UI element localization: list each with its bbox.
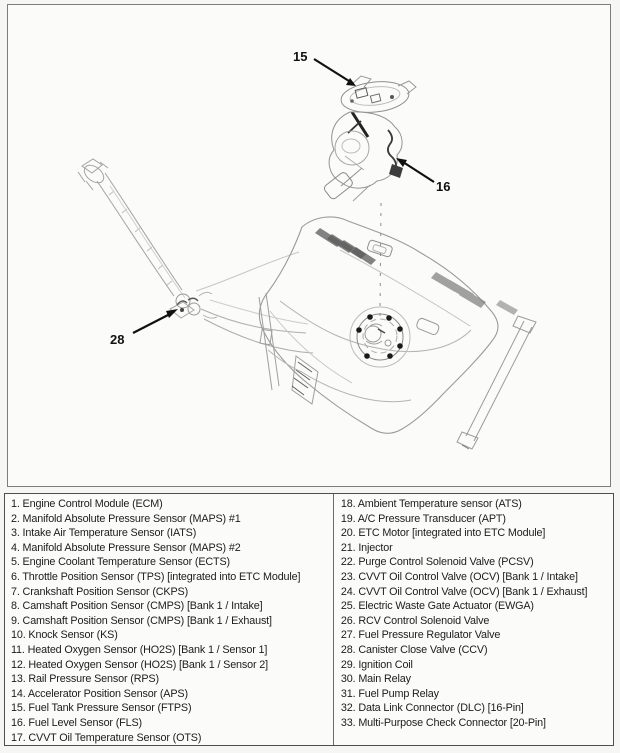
legend-item: 25. Electric Waste Gate Actuator (EWGA) [340, 600, 534, 613]
legend-item: 33. Multi-Purpose Check Connector [20-Pin] [340, 716, 546, 729]
callout-15-number: 15 [293, 49, 308, 64]
legend-item: 15. Fuel Tank Pressure Sensor (FTPS) [11, 702, 192, 715]
callout-28 [110, 309, 178, 347]
legend-item: 11. Heated Oxygen Sensor (HO2S) [Bank 1 / Sensor 1] [11, 643, 268, 656]
tank-strap-drawing [457, 316, 536, 449]
callout-15-leader [314, 59, 349, 81]
legend-item: 29. Ignition Coil [340, 658, 413, 671]
fuel-pump-module-drawing [323, 76, 416, 201]
legend-item: 8. Camshaft Position Sensor (CMPS) [Bank 1 / Intake] [11, 600, 263, 613]
legend-item: 24. CVVT Oil Control Valve (OCV) [Bank 1 / Exhaust] [340, 585, 588, 598]
callout-16-arrowhead [396, 158, 407, 167]
legend-item: 20. ETC Motor [integrated into ETC Module] [340, 527, 546, 540]
legend-item: 6. Throttle Position Sensor (TPS) [integrated into ETC Module] [11, 570, 301, 583]
legend-item: 12. Heated Oxygen Sensor (HO2S) [Bank 1 / Sensor 2] [11, 658, 269, 671]
legend-item: 23. CVVT Oil Control Valve (OCV) [Bank 1 / Intake] [340, 570, 578, 583]
pump-mounting-ring-drawing [350, 307, 410, 367]
legend-item: 18. Ambient Temperature sensor (ATS) [340, 498, 522, 510]
callout-28-number: 28 [110, 332, 125, 347]
legend-item: 16. Fuel Level Sensor (FLS) [11, 716, 142, 729]
component-legend-table [4, 493, 614, 746]
alignment-dashed-line [380, 203, 381, 316]
legend-item: 27. Fuel Pressure Regulator Valve [340, 629, 501, 642]
callout-16-leader [403, 162, 434, 182]
callout-28-leader [133, 314, 170, 333]
legend-item: 30. Main Relay [340, 673, 411, 686]
legend-item: 3. Intake Air Temperature Sensor (IATS) [11, 527, 197, 540]
legend-item: 32. Data Link Connector (DLC) [16-Pin] [340, 702, 524, 715]
callout-16 [396, 158, 450, 194]
legend-item: 26. RCV Control Solenoid Valve [340, 614, 490, 627]
callout-15 [293, 49, 356, 86]
legend-item: 2. Manifold Absolute Pressure Sensor (MAPS) #1 [11, 512, 241, 525]
legend-item: 28. Canister Close Valve (CCV) [340, 643, 488, 656]
legend-item: 7. Crankshaft Position Sensor (CKPS) [11, 585, 189, 598]
legend-item: 14. Accelerator Position Sensor (APS) [11, 687, 188, 700]
legend-column-left [5, 494, 333, 745]
canister-close-valve-drawing [170, 292, 217, 318]
legend-item: 21. Injector [340, 541, 393, 554]
legend-item: 10. Knock Sensor (KS) [11, 629, 118, 642]
legend-item: 22. Purge Control Solenoid Valve (PCSV) [340, 556, 534, 569]
component-location-diagram [7, 4, 611, 487]
legend-item: 17. CVVT Oil Temperature Sensor (OTS) [11, 731, 202, 744]
legend-item: 1. Engine Control Module (ECM) [11, 498, 163, 510]
legend-item: 19. A/C Pressure Transducer (APT) [340, 512, 506, 525]
legend-item: 4. Manifold Absolute Pressure Sensor (MAPS) #2 [11, 541, 241, 554]
legend-item: 5. Engine Coolant Temperature Sensor (ECTS) [11, 556, 230, 569]
fuel-hoses-drawing [196, 252, 313, 353]
legend-item: 31. Fuel Pump Relay [340, 687, 439, 700]
callout-16-number: 16 [436, 179, 451, 194]
fuel-tank-drawing [259, 217, 518, 433]
underbody-bracket-drawing [259, 293, 318, 404]
filler-pipe-drawing [78, 159, 185, 298]
legend-item: 13. Rail Pressure Sensor (RPS) [11, 673, 159, 686]
legend-column-right [333, 494, 613, 745]
legend-item: 9. Camshaft Position Sensor (CMPS) [Bank 1 / Exhaust] [11, 614, 272, 627]
